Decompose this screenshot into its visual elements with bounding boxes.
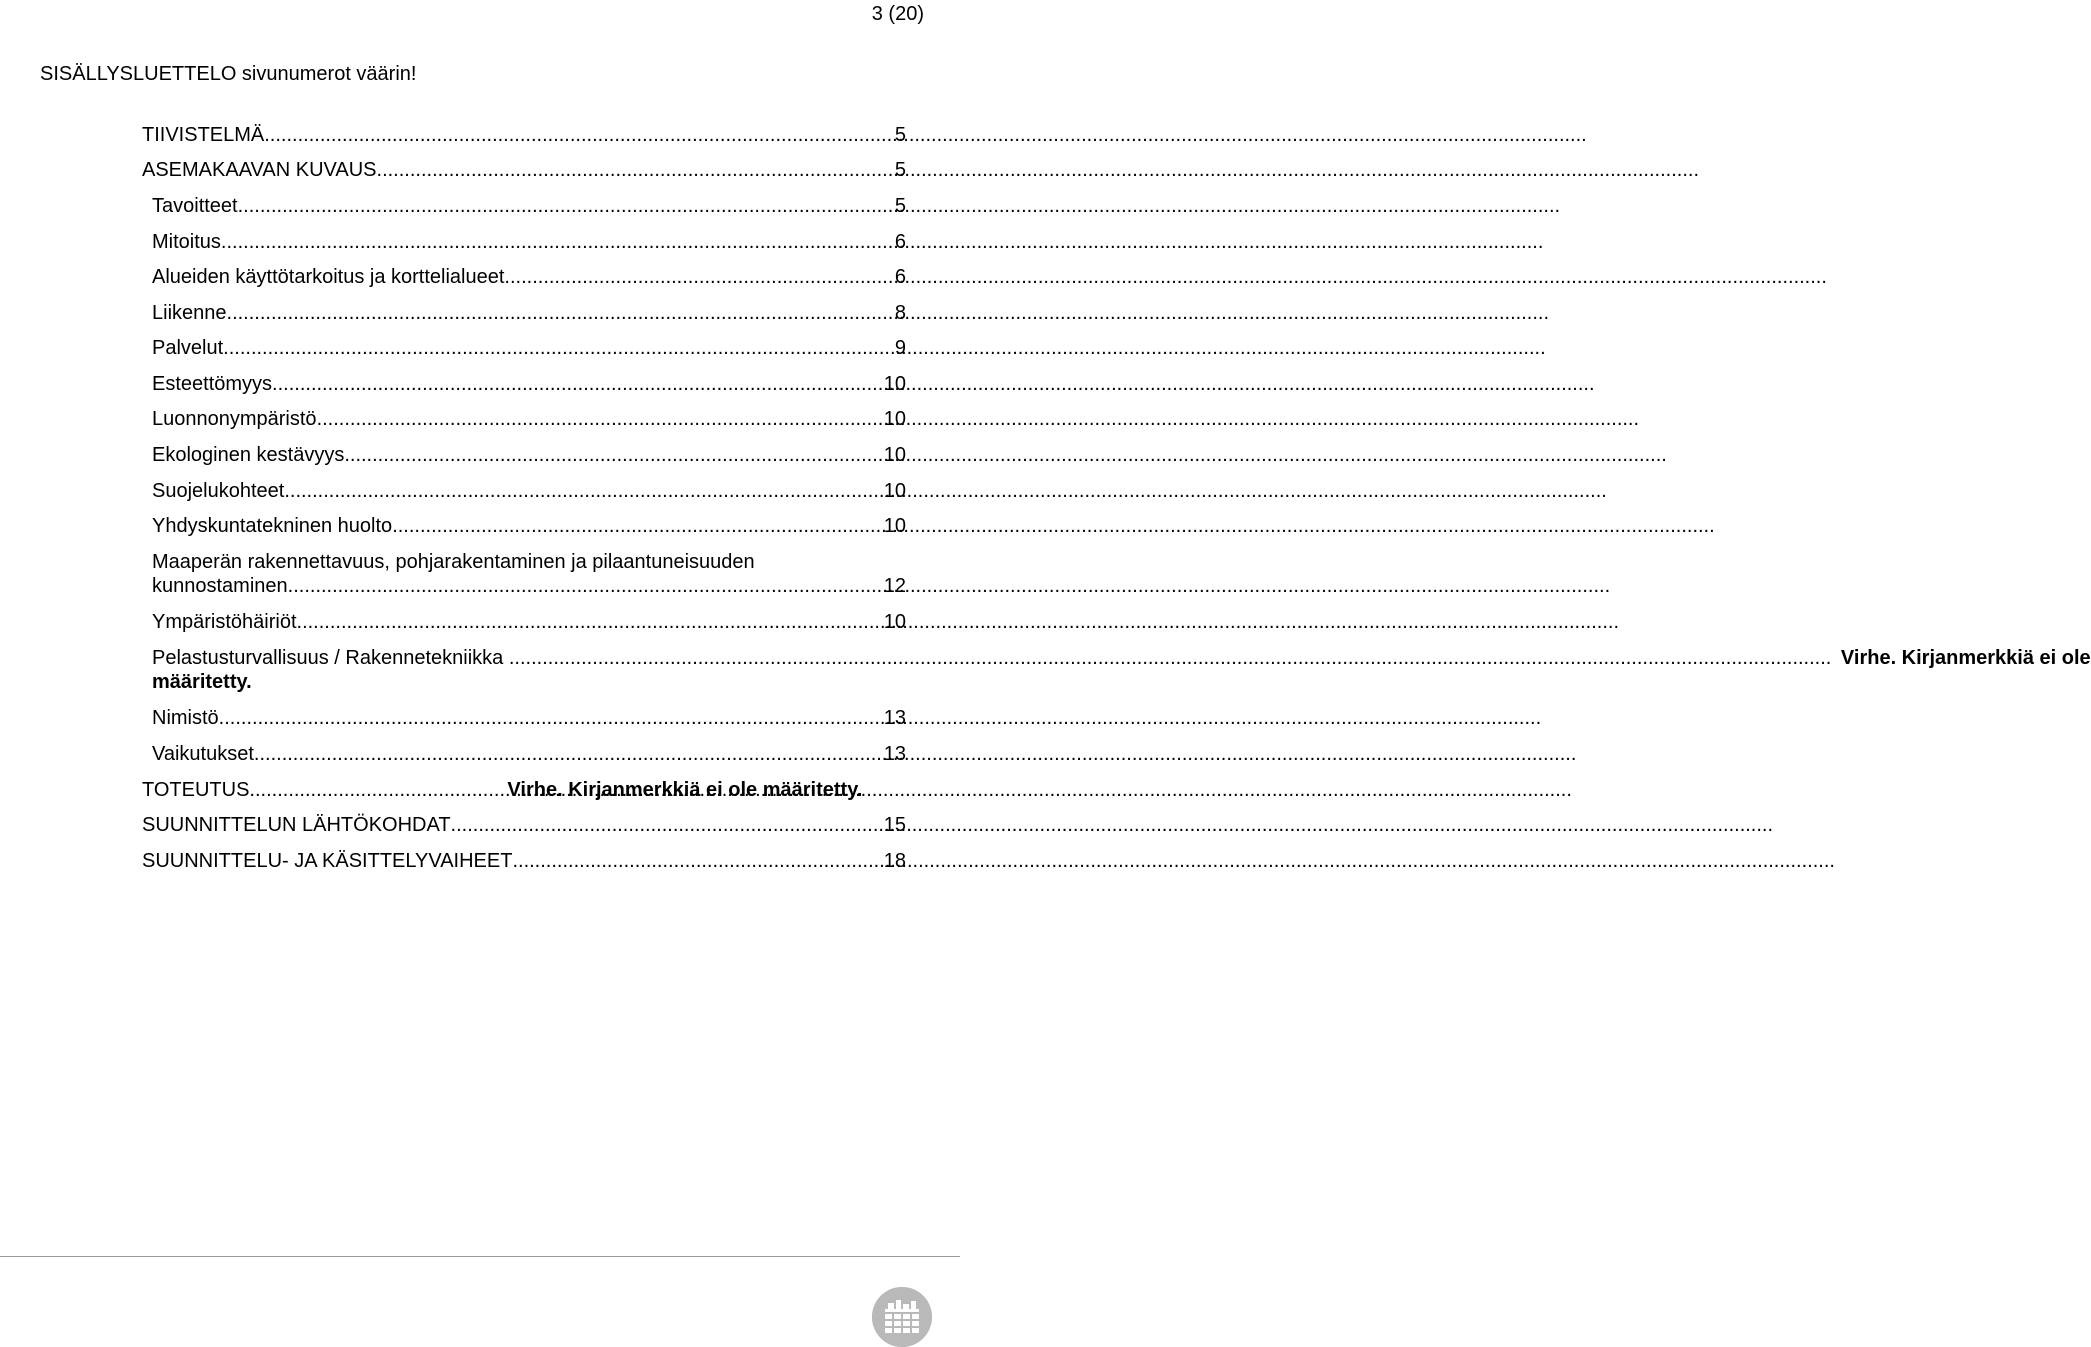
- toc-entry-title: Palvelut: [152, 337, 224, 359]
- building-logo-icon: [872, 1287, 932, 1347]
- toc-entry-tavoitteet[interactable]: [152, 194, 906, 218]
- toc-entry-vaikutukset[interactable]: [152, 742, 906, 766]
- toc-entry-page: 9: [894, 337, 906, 359]
- dot-leader: [221, 230, 895, 254]
- toc-entry-line: [152, 646, 2091, 670]
- toc-entry-suunnittelu-ja-kasittelyvaiheet[interactable]: [142, 849, 906, 873]
- toc-entry-ymparistohairiot[interactable]: [152, 610, 906, 634]
- toc-entry-tiivistelma[interactable]: [142, 123, 906, 147]
- dot-leader: [504, 265, 894, 289]
- toc-entry-title: Maaperän rakennettavuus, pohjarakentaminen ja pilaantuneisuuden: [152, 551, 755, 573]
- dot-leader: [392, 514, 884, 538]
- toc-entry-title-line2: kunnostaminen: [152, 575, 288, 597]
- toc-entry-title: Pelastusturvallisuus / Rakennetekniikka: [152, 647, 504, 669]
- toc-entry-alueiden-kayttotarkoitus[interactable]: [152, 265, 906, 289]
- dot-leader: [288, 574, 884, 598]
- toc-entry-page: 13: [883, 707, 906, 729]
- toc-title: SISÄLLYSLUETTELO sivunumerot väärin!: [40, 63, 417, 85]
- dot-leader: [509, 647, 1831, 669]
- toc-entry-suunnittelun-lahtokohdat[interactable]: [142, 813, 906, 837]
- bookmark-error-text: Virhe. Kirjanmerkkiä ei ole määritetty.: [507, 779, 863, 801]
- toc-entry-title-continuation: [152, 574, 906, 598]
- toc-entry-nimisto[interactable]: [152, 706, 906, 730]
- toc-entry-title: Alueiden käyttötarkoitus ja korttelialueet: [152, 266, 505, 288]
- dot-leader: [344, 443, 883, 467]
- toc-entry-palvelut[interactable]: [152, 336, 906, 360]
- toc-entry-page: 12: [883, 575, 906, 597]
- dot-leader: [223, 336, 895, 360]
- dot-leader: [219, 706, 884, 730]
- toc-entry-page: 5: [894, 159, 906, 181]
- bookmark-error-continuation: määritetty.: [152, 671, 252, 693]
- toc-entry-page: 6: [894, 231, 906, 253]
- toc-entry-title: Vaikutukset: [152, 743, 254, 765]
- toc-entry-title: SUUNNITTELUN LÄHTÖKOHDAT: [142, 814, 451, 836]
- toc-entry-esteettomyys[interactable]: [152, 372, 906, 396]
- toc-entry-title: Mitoitus: [152, 231, 221, 253]
- toc-entry-title: Tavoitteet: [152, 195, 238, 217]
- dot-leader: [238, 194, 895, 218]
- toc-entry-page: 10: [883, 515, 906, 537]
- toc-entry-page: 10: [883, 373, 906, 395]
- dot-leader: [264, 123, 895, 147]
- toc-entry-luonnonymparisto[interactable]: [152, 407, 906, 431]
- toc-entry-page: 13: [883, 743, 906, 765]
- toc-entry-liikenne[interactable]: [152, 301, 906, 325]
- dot-leader: [297, 610, 884, 634]
- toc-entry-page: 6: [894, 266, 906, 288]
- dot-leader: [284, 479, 883, 503]
- toc-entry-title: Liikenne: [152, 302, 227, 324]
- toc-entry-ekologinen-kestavyys[interactable]: [152, 443, 906, 467]
- toc-entry-page: 5: [894, 124, 906, 146]
- toc-entry-page: 5: [894, 195, 906, 217]
- toc-entry-title: Suojelukohteet: [152, 480, 285, 502]
- toc-entry-asemakaavan-kuvaus[interactable]: [142, 158, 906, 182]
- toc-entry-page: 10: [883, 444, 906, 466]
- dot-leader: [317, 407, 884, 431]
- toc-entry-page: 18: [883, 850, 906, 872]
- toc-entry-yhdyskuntatekninen-huolto[interactable]: [152, 514, 906, 538]
- toc-entry-title: Ekologinen kestävyys: [152, 444, 345, 466]
- toc-entry-maaperan-rakennettavuus[interactable]: [152, 550, 906, 598]
- page-number: 3 (20): [871, 3, 924, 25]
- dot-leader: [249, 778, 503, 802]
- toc-entry-page: 15: [883, 814, 906, 836]
- toc-entry-title: Ympäristöhäiriöt: [152, 611, 297, 633]
- toc-entry-title: Yhdyskuntatekninen huolto: [152, 515, 393, 537]
- toc-entry-title: Nimistö: [152, 707, 219, 729]
- bookmark-error-text: Virhe. Kirjanmerkkiä ei ole: [1840, 647, 2091, 669]
- dot-leader: [272, 372, 884, 396]
- dot-leader: [254, 742, 884, 766]
- toc-entry-title: ASEMAKAAVAN KUVAUS: [142, 159, 377, 181]
- footer-divider: [0, 1256, 960, 1257]
- toc-entry-suojelukohteet[interactable]: [152, 479, 906, 503]
- toc-entry-title: TIIVISTELMÄ: [142, 124, 265, 146]
- toc-entry-mitoitus[interactable]: [152, 230, 906, 254]
- toc-entry-pelastusturvallisuus[interactable]: [152, 646, 2091, 694]
- toc-entry-page: 8: [894, 302, 906, 324]
- toc-entry-page: 10: [883, 480, 906, 502]
- toc-entry-title: Luonnonympäristö: [152, 408, 317, 430]
- dot-leader: [377, 158, 895, 182]
- toc-entry-title: TOTEUTUS: [142, 779, 250, 801]
- toc-entry-page: 10: [883, 611, 906, 633]
- dot-leader: [227, 301, 895, 325]
- toc-entry-title: Esteettömyys: [152, 373, 273, 395]
- dot-leader: [512, 849, 883, 873]
- toc-entry-title: SUUNNITTELU- JA KÄSITTELYVAIHEET: [142, 850, 513, 872]
- dot-leader: [451, 813, 884, 837]
- toc-entry-page: 10: [883, 408, 906, 430]
- toc-entry-toteutus[interactable]: [142, 778, 906, 802]
